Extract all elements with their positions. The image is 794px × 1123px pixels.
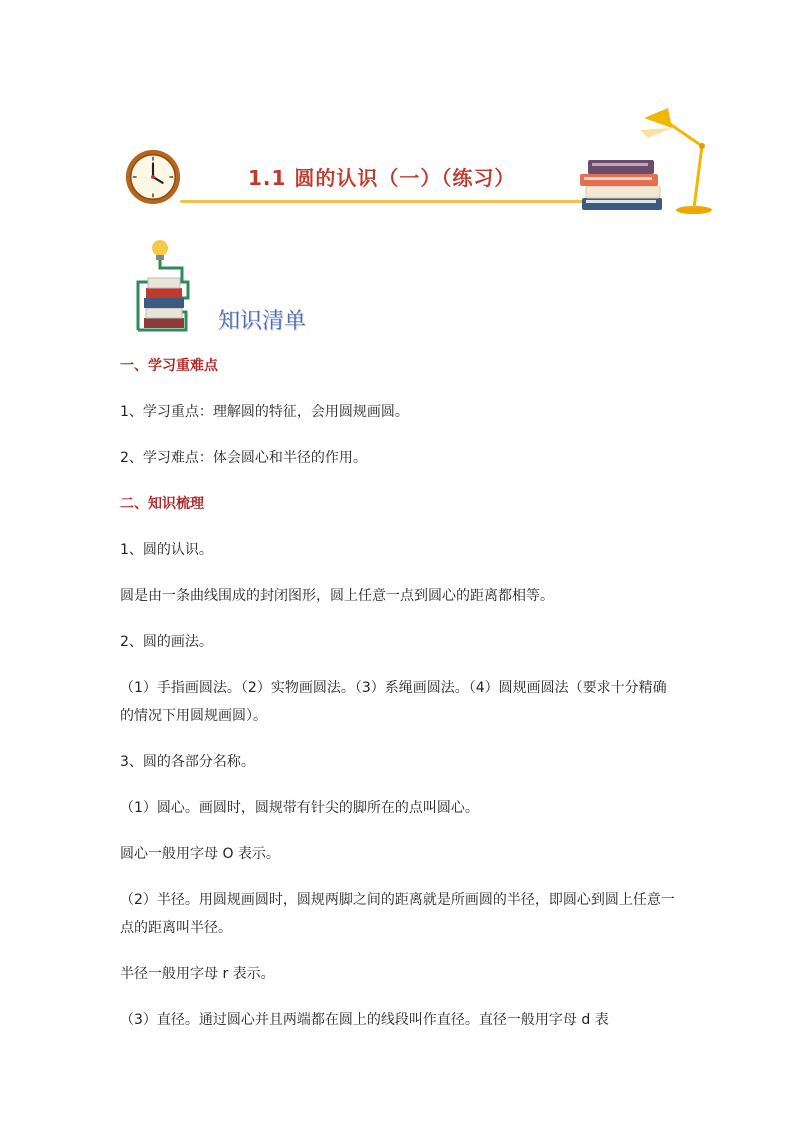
paragraph: 2、圆的画法。 (120, 634, 213, 650)
paragraph: 3、圆的各部分名称。 (120, 754, 255, 770)
page-title: 1.1 圆的认识（一）（练习） (248, 166, 516, 190)
section-heading: 一、学习重难点 (120, 358, 218, 374)
knowledge-banner (132, 238, 332, 338)
paragraph: 1、学习重点：理解圆的特征，会用圆规画圆。 (120, 404, 409, 420)
paragraph: 1、圆的认识。 (120, 542, 213, 558)
lightbulb-icon (132, 238, 222, 336)
paragraph: 圆心一般用字母 O 表示。 (120, 846, 280, 862)
banner-label: 知识清单 (218, 309, 307, 334)
paragraph: （3）直径。通过圆心并且两端都在圆上的线段叫作直径。直径一般用字母 d 表 (120, 1012, 609, 1028)
document-body (120, 352, 680, 1052)
desk-lamp-icon (624, 100, 716, 214)
paragraph: 圆是由一条曲线围成的封闭图形，圆上任意一点到圆心的距离都相等。 (120, 588, 554, 604)
paragraph: （1）圆心。画圆时，圆规带有针尖的脚所在的点叫圆心。 (120, 800, 479, 816)
paragraph: （2）半径。用圆规画圆时，圆规两脚之间的距离就是所画圆的半径，即圆心到圆上任意一点的距离叫半径。 (120, 892, 675, 936)
paragraph: 2、学习难点：体会圆心和半径的作用。 (120, 450, 367, 466)
page-header (120, 100, 720, 220)
paragraph: 半径一般用字母 r 表示。 (120, 966, 275, 982)
section-heading: 二、知识梳理 (120, 496, 204, 512)
paragraph: （1）手指画圆法。（2）实物画圆法。（3）系绳画圆法。（4）圆规画圆法（要求十分精确的情况下用圆规画圆）。 (120, 680, 667, 724)
clock-icon (124, 148, 182, 206)
